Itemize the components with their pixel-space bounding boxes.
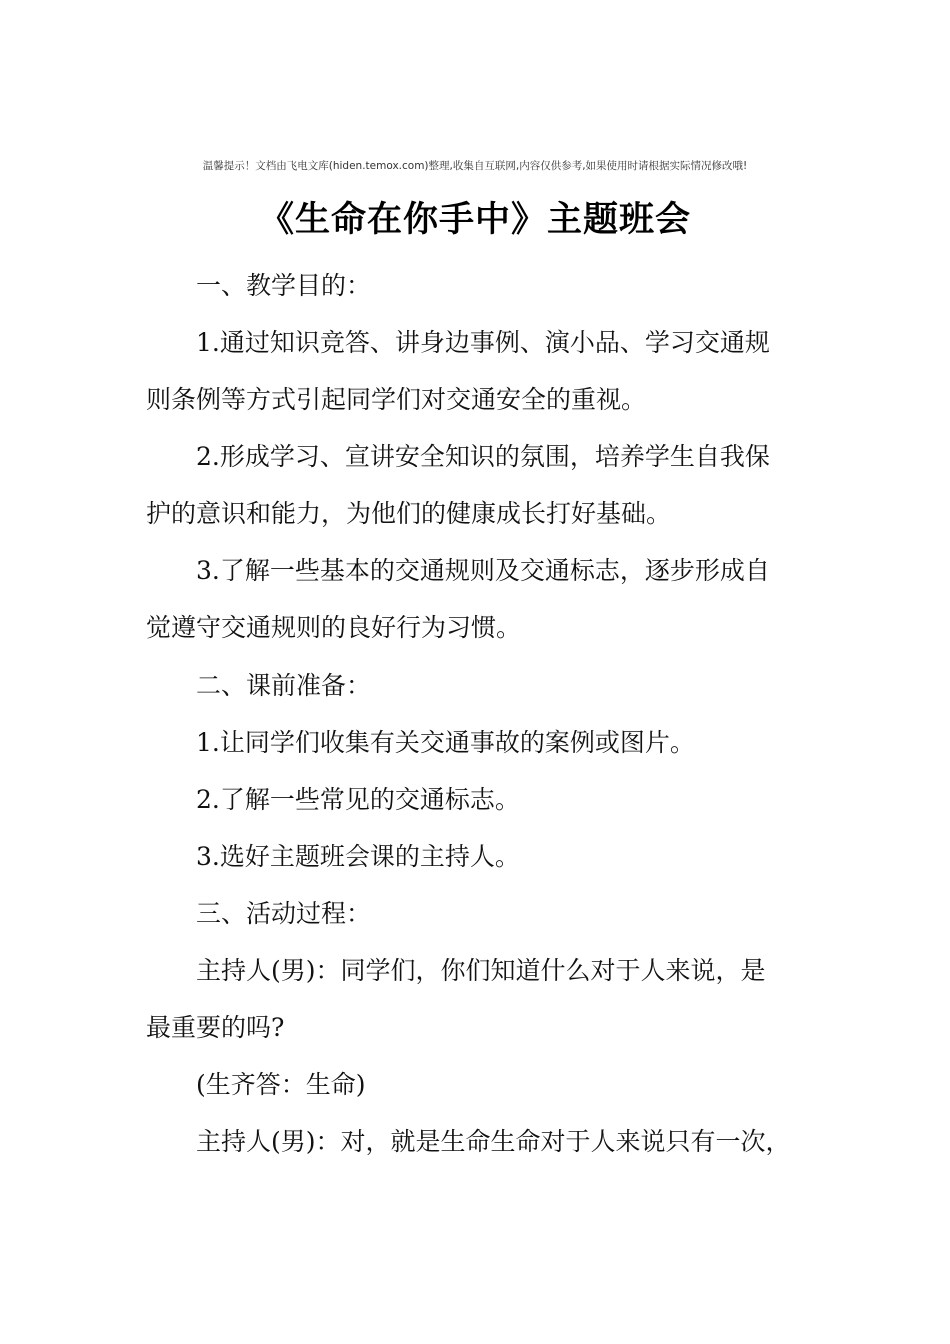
paragraph-line: 护的意识和能力，为他们的健康成长打好基础。 bbox=[146, 499, 672, 528]
paragraph-line: 主持人(男)：同学们，你们知道什么对于人来说，是 bbox=[196, 956, 766, 985]
paragraph-line: 2.形成学习、宣讲安全知识的氛围，培养学生自我保 bbox=[196, 442, 770, 471]
section-heading-preparation: 二、课前准备： bbox=[196, 671, 372, 700]
section-heading-objectives: 一、教学目的： bbox=[196, 271, 372, 300]
paragraph-line: 1.通过知识竞答、讲身边事例、演小品、学习交通规 bbox=[196, 328, 770, 357]
paragraph-line: 则条例等方式引起同学们对交通安全的重视。 bbox=[146, 385, 647, 414]
paragraph-line: (生齐答：生命) bbox=[196, 1070, 366, 1099]
paragraph-line: 3.了解一些基本的交通规则及交通标志，逐步形成自 bbox=[196, 556, 770, 585]
paragraph-line: 1.让同学们收集有关交通事故的案例或图片。 bbox=[196, 728, 695, 757]
paragraph-line: 觉遵守交通规则的良好行为习惯。 bbox=[146, 613, 522, 642]
paragraph-line: 2.了解一些常见的交通标志。 bbox=[196, 785, 520, 814]
paragraph-line: 最重要的吗? bbox=[146, 1013, 285, 1042]
section-heading-process: 三、活动过程： bbox=[196, 899, 372, 928]
document-title: 《生命在你手中》主题班会 bbox=[258, 200, 691, 240]
paragraph-line: 主持人(男)：对，就是生命生命对于人来说只有一次， bbox=[196, 1127, 791, 1156]
paragraph-line: 3.选好主题班会课的主持人。 bbox=[196, 842, 520, 871]
header-notice: 温馨提示！文档由飞电文库(hiden.temox.com)整理,收集自互联网,内容仅供参考,如果使用时请根据实际情况修改哦! bbox=[202, 160, 748, 172]
